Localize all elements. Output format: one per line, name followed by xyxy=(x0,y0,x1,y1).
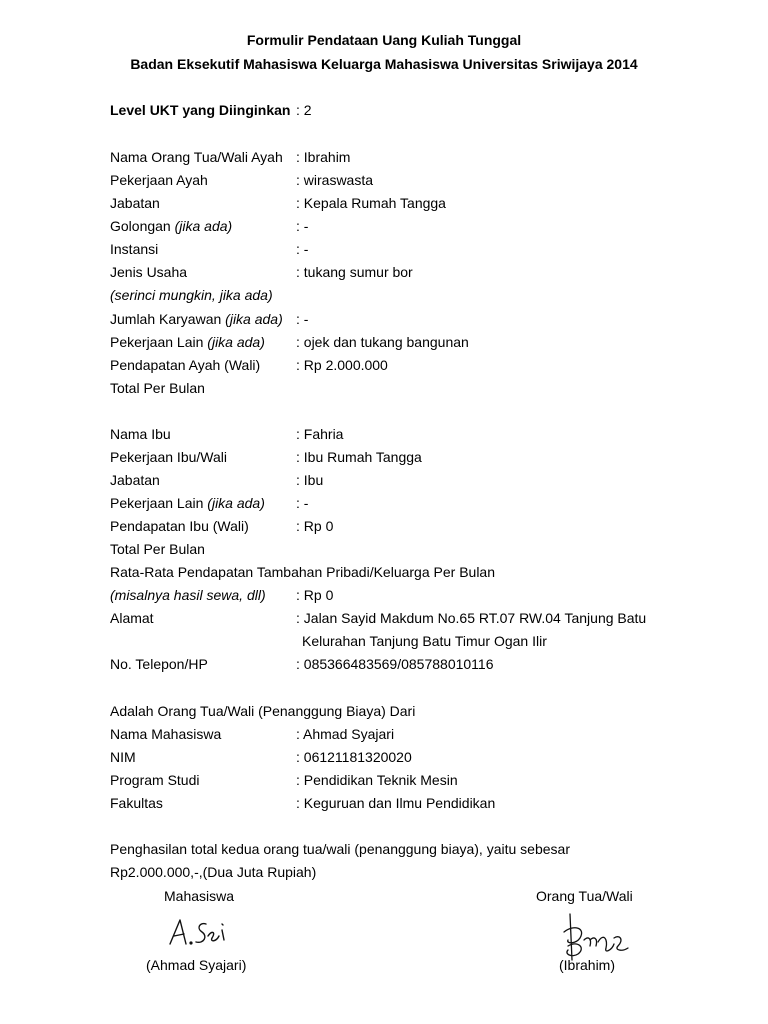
ayah-instansi-value: : - xyxy=(296,241,309,257)
mahasiswa-nama-value: : Ahmad Syajari xyxy=(296,726,395,742)
ibu-pendapatan-row xyxy=(110,516,730,536)
ayah-karyawan-label xyxy=(110,309,283,329)
mahasiswa-fakultas-row xyxy=(110,793,730,813)
ibu-pekerjaan-value: : Ibu Rumah Tangga xyxy=(296,449,422,465)
ayah-golongan-value: : - xyxy=(296,218,309,234)
ayah-total-row xyxy=(110,378,730,398)
ayah-pendapatan-row xyxy=(110,355,730,375)
alamat-label: Alamat xyxy=(110,610,154,626)
ayah-jabatan-row xyxy=(110,193,730,213)
level-value: : 2 xyxy=(296,102,312,118)
mahasiswa-nim-label: NIM xyxy=(110,749,136,765)
form-title: Formulir Pendataan Uang Kuliah Tunggal xyxy=(246,32,522,48)
ayah-nama-label: Nama Orang Tua/Wali Ayah xyxy=(110,149,283,165)
ayah-pendapatan-label: Pendapatan Ayah (Wali) xyxy=(110,357,261,373)
tambahan-note: (misalnya hasil sewa, dll) xyxy=(110,587,266,603)
penghasilan-row-2 xyxy=(110,862,730,882)
ayah-nama-row xyxy=(110,147,730,167)
ibu-pekerjaan-row xyxy=(110,447,730,467)
ibu-lain-text: Pekerjaan Lain xyxy=(110,495,208,511)
ibu-lain-row xyxy=(110,493,730,513)
signature-right-label: Orang Tua/Wali xyxy=(536,888,633,904)
signature-right-name: (Ibrahim) xyxy=(559,957,616,973)
ibu-lain-value: : - xyxy=(296,495,309,511)
tambahan-value-row xyxy=(110,585,730,605)
ayah-pekerjaan-value: : wiraswasta xyxy=(296,172,374,188)
mahasiswa-nim-row xyxy=(110,747,730,767)
ayah-golongan-label xyxy=(110,216,232,236)
ibu-total-label: Total Per Bulan xyxy=(110,541,205,557)
alamat-row xyxy=(110,608,730,628)
mahasiswa-nama-row xyxy=(110,724,730,744)
student-signature xyxy=(164,912,234,952)
ibu-lain-note: (jika ada) xyxy=(207,495,265,511)
telepon-row xyxy=(110,654,730,674)
ayah-total-label: Total Per Bulan xyxy=(110,380,205,396)
mahasiswa-prodi-row xyxy=(110,770,730,790)
ibu-jabatan-value: : Ibu xyxy=(296,472,324,488)
ibu-lain-label xyxy=(110,493,265,513)
mahasiswa-prodi-label: Program Studi xyxy=(110,772,200,788)
golongan-note: (jika ada) xyxy=(174,218,233,234)
ayah-jenis-usaha-value: : tukang sumur bor xyxy=(296,264,413,280)
telepon-value: : 085366483569/085788010116 xyxy=(296,656,494,672)
karyawan-text: Jumlah Karyawan xyxy=(110,311,226,327)
karyawan-note: (jika ada) xyxy=(225,311,283,327)
ibu-nama-value: : Fahria xyxy=(296,426,344,442)
alamat-row-2 xyxy=(110,631,730,651)
tambahan-row xyxy=(110,562,730,582)
ayah-jenis-usaha-note-row xyxy=(110,285,730,305)
penghasilan-row-1 xyxy=(110,839,730,859)
ayah-lain-value: : ojek dan tukang bangunan xyxy=(296,334,469,350)
ayah-lain-row xyxy=(110,332,730,352)
ayah-pendapatan-value: : Rp 2.000.000 xyxy=(296,357,388,373)
ayah-lain-text: Pekerjaan Lain xyxy=(110,334,208,350)
telepon-label: No. Telepon/HP xyxy=(110,656,208,672)
parent-signature-strokes xyxy=(564,914,628,960)
ayah-jabatan-label: Jabatan xyxy=(110,195,160,211)
ibu-nama-label: Nama Ibu xyxy=(110,426,171,442)
level-row xyxy=(110,100,730,120)
signature-left-name: (Ahmad Syajari) xyxy=(146,957,247,973)
penghasilan-line1: Penghasilan total kedua orang tua/wali (penanggung biaya), yaitu sebesar xyxy=(110,841,570,857)
mahasiswa-intro: Adalah Orang Tua/Wali (Penanggung Biaya) Dari xyxy=(110,703,416,719)
ayah-lain-label xyxy=(110,332,265,352)
form-subtitle: Badan Eksekutif Mahasiswa Keluarga Mahasiswa Universitas Sriwijaya 2014 xyxy=(130,56,638,72)
ayah-pekerjaan-label: Pekerjaan Ayah xyxy=(110,172,208,188)
mahasiswa-fakultas-value: : Keguruan dan Ilmu Pendidikan xyxy=(296,795,496,811)
mahasiswa-nim-value: : 06121181320020 xyxy=(296,749,412,765)
ayah-jabatan-value: : Kepala Rumah Tangga xyxy=(296,195,446,211)
ibu-pekerjaan-label: Pekerjaan Ibu/Wali xyxy=(110,449,227,465)
ayah-nama-value: : Ibrahim xyxy=(296,149,351,165)
ayah-karyawan-value: : - xyxy=(296,311,309,327)
ibu-pendapatan-label: Pendapatan Ibu (Wali) xyxy=(110,518,249,534)
ibu-total-row xyxy=(110,539,730,559)
tambahan-value: : Rp 0 xyxy=(296,587,334,603)
ayah-pekerjaan-row xyxy=(110,170,730,190)
student-signature-strokes xyxy=(170,920,224,944)
mahasiswa-intro-row xyxy=(110,701,730,721)
tambahan-label: Rata-Rata Pendapatan Tambahan Pribadi/Keluarga Per Bulan xyxy=(110,564,495,580)
alamat-line2: Kelurahan Tanjung Batu Timur Ogan Ilir xyxy=(302,633,547,649)
ayah-jenis-usaha-row xyxy=(110,262,730,282)
ayah-jenis-usaha-note: (serinci mungkin, jika ada) xyxy=(110,287,273,303)
ibu-pendapatan-value: : Rp 0 xyxy=(296,518,334,534)
ayah-instansi-label: Instansi xyxy=(110,241,159,257)
ayah-karyawan-row xyxy=(110,309,730,329)
ibu-jabatan-row xyxy=(110,470,730,490)
ayah-instansi-row xyxy=(110,239,730,259)
ayah-lain-note: (jika ada) xyxy=(207,334,265,350)
alamat-line1: : Jalan Sayid Makdum No.65 RT.07 RW.04 Tanjung Batu xyxy=(296,610,647,626)
mahasiswa-fakultas-label: Fakultas xyxy=(110,795,163,811)
signature-left-label: Mahasiswa xyxy=(164,888,235,904)
mahasiswa-prodi-value: : Pendidikan Teknik Mesin xyxy=(296,772,458,788)
mahasiswa-nama-label: Nama Mahasiswa xyxy=(110,726,222,742)
ayah-jenis-usaha-label: Jenis Usaha xyxy=(110,264,188,280)
level-label: Level UKT yang Diinginkan xyxy=(110,102,291,118)
ibu-nama-row xyxy=(110,424,730,444)
ibu-jabatan-label: Jabatan xyxy=(110,472,160,488)
penghasilan-line2: Rp2.000.000,-,(Dua Juta Rupiah) xyxy=(110,864,317,880)
golongan-text: Golongan xyxy=(110,218,175,234)
ayah-golongan-row xyxy=(110,216,730,236)
